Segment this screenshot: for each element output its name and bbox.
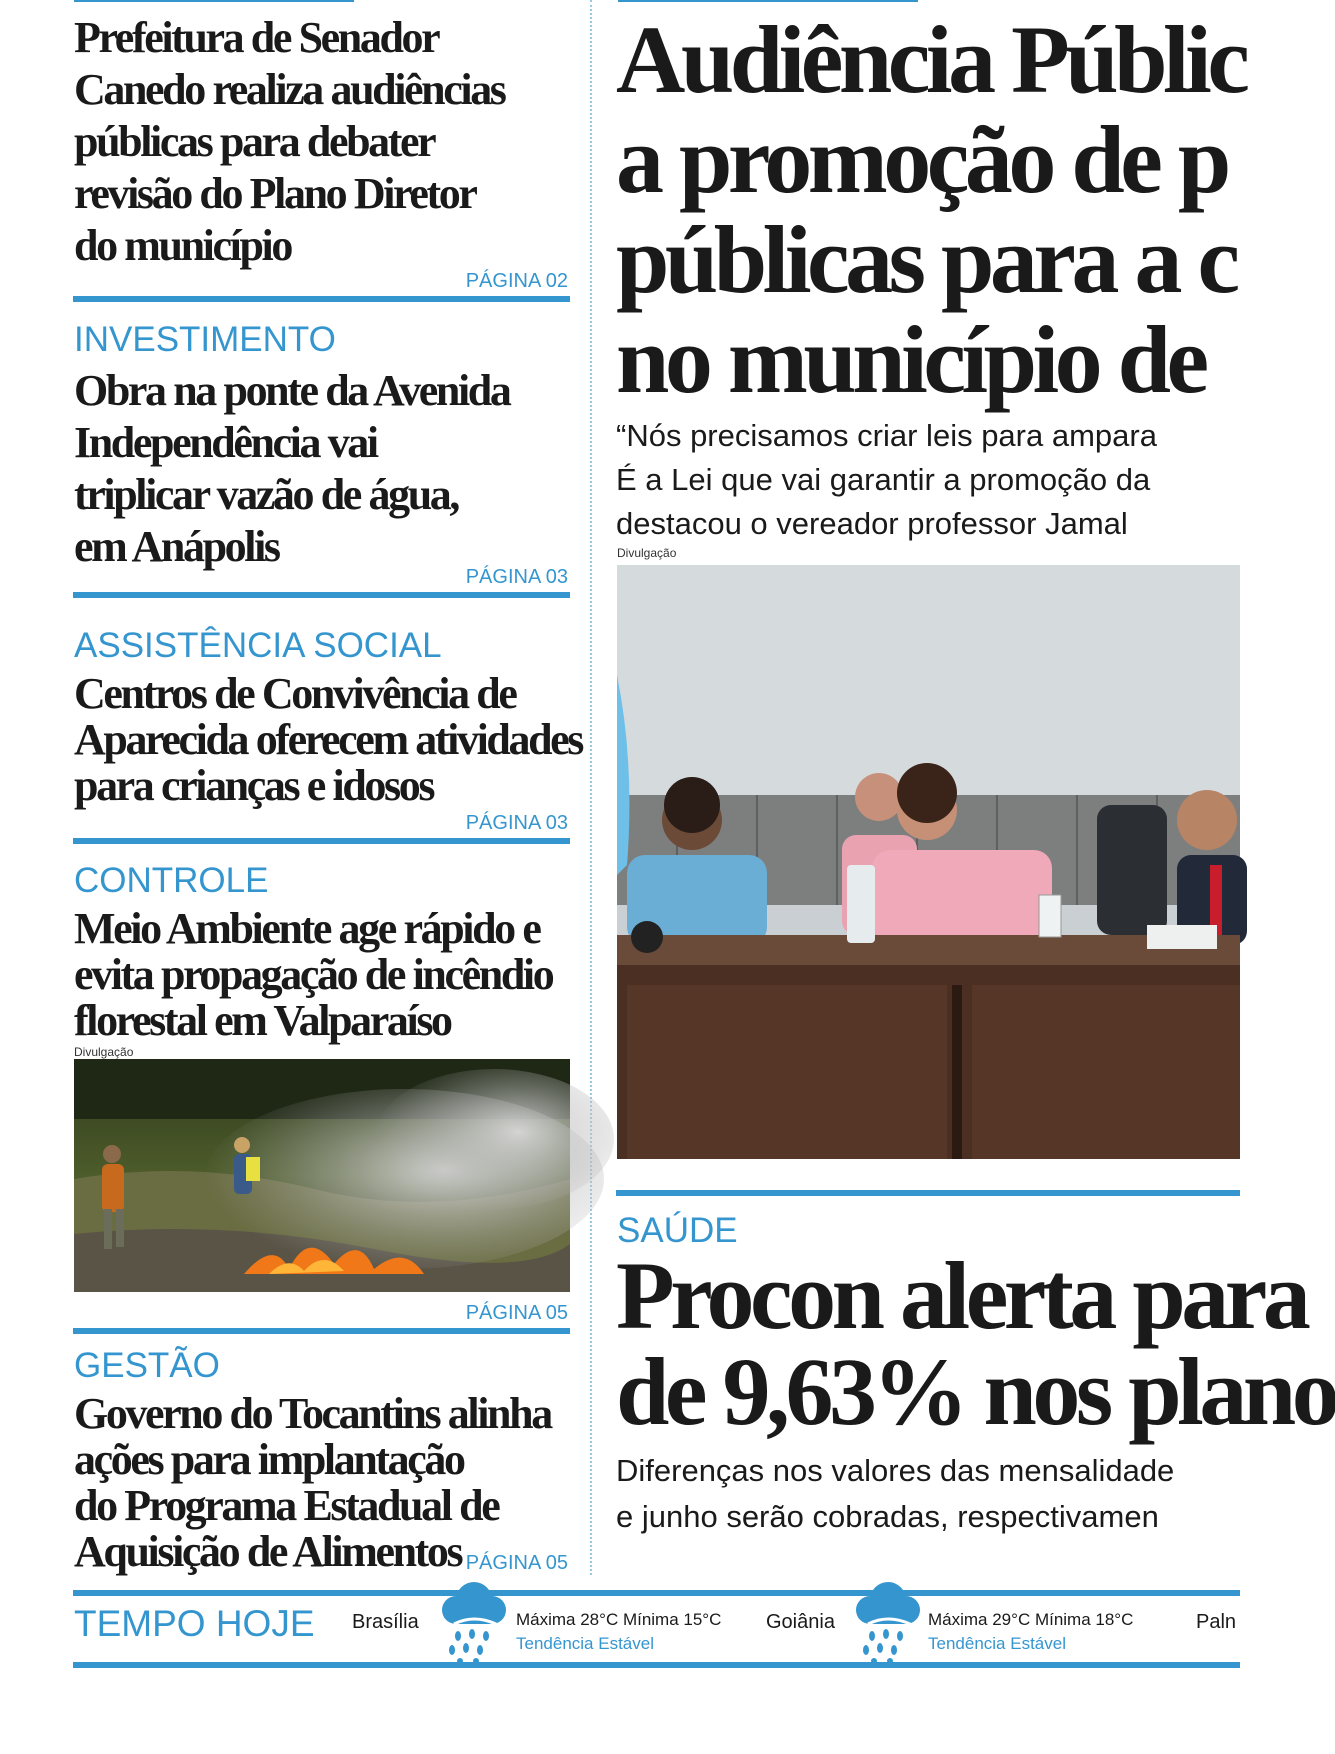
story4-category: CONTROLE — [74, 861, 269, 900]
fire-photo-image — [74, 1059, 570, 1292]
story4-headline[interactable] — [74, 906, 552, 1044]
section-rule — [73, 838, 570, 844]
lead-line: e junho serão cobradas, respectivamen — [616, 1499, 1159, 1534]
headline-line: revisão do Plano Diretor — [74, 169, 476, 218]
story2-page-ref[interactable]: PÁGINA 03 — [465, 566, 568, 588]
headline-line: do município — [74, 221, 291, 270]
weather-city-brasilia: Brasília — [352, 1611, 419, 1633]
weather-top-rule — [73, 1590, 1240, 1596]
story3-category: ASSISTÊNCIA SOCIAL — [74, 626, 442, 665]
rain-cloud-icon — [846, 1578, 928, 1664]
story5-headline[interactable] — [74, 1391, 551, 1575]
story3-page-ref[interactable]: PÁGINA 03 — [465, 812, 568, 834]
headline-line: Meio Ambiente age rápido e — [74, 904, 540, 953]
headline-line: florestal em Valparaíso — [74, 996, 451, 1045]
second-story-headline[interactable] — [616, 1242, 1335, 1445]
weather-bottom-rule — [73, 1662, 1240, 1668]
headline-line: Obra na ponte da Avenida — [74, 366, 510, 415]
headline-line: Prefeitura de Senador — [74, 13, 439, 62]
headline-line: em Anápolis — [74, 522, 279, 571]
story1-page-ref[interactable]: PÁGINA 02 — [465, 270, 568, 292]
headline-line: públicas para a c — [616, 206, 1236, 313]
story5-page-ref[interactable]: PÁGINA 05 — [465, 1552, 568, 1574]
headline-line: de 9,63% nos plano — [616, 1338, 1335, 1445]
section-rule — [616, 1190, 1240, 1196]
headline-line: triplicar vazão de água, — [74, 470, 458, 519]
headline-line: do Programa Estadual de — [74, 1481, 499, 1530]
main-lead — [616, 414, 1157, 546]
headline-line: Aquisição de Alimentos — [74, 1527, 462, 1576]
weather-city-cropped: Paln — [1196, 1611, 1237, 1633]
weather-forecast-brasilia: Máxima 28°C Mínima 15°C — [516, 1610, 722, 1629]
headline-line: ações para implantação — [74, 1435, 464, 1484]
headline-line: evita propagação de incêndio — [74, 950, 553, 999]
headline-line: Aparecida oferecem atividades — [74, 715, 582, 764]
second-story-lead — [616, 1448, 1174, 1540]
cropped-kicker-label — [618, 0, 918, 2]
cropped-category-label — [74, 0, 354, 2]
photo-credit: Divulgação — [74, 1045, 134, 1059]
section-rule — [73, 1328, 570, 1334]
hearing-photo[interactable] — [617, 565, 1240, 1159]
story2-headline[interactable] — [74, 365, 509, 573]
second-story-category: SAÚDE — [617, 1211, 738, 1250]
headline-line: para crianças e idosos — [74, 761, 434, 810]
hearing-photo-image — [617, 565, 1240, 1159]
main-headline[interactable] — [616, 6, 1246, 413]
headline-line: Audiência Públic — [616, 6, 1246, 113]
headline-line: Governo do Tocantins alinha — [74, 1389, 551, 1438]
headline-line: a promoção de p — [616, 106, 1227, 213]
headline-line: no município de — [616, 306, 1205, 413]
fire-photo[interactable] — [74, 1059, 570, 1292]
weather-trend-goiania: Tendência Estável — [928, 1634, 1066, 1653]
story5-category: GESTÃO — [74, 1346, 220, 1385]
headline-line: Procon alerta para — [616, 1242, 1307, 1349]
column-divider — [590, 0, 592, 1575]
story3-headline[interactable] — [74, 671, 582, 809]
story1-headline[interactable] — [74, 12, 505, 272]
headline-line: públicas para debater — [74, 117, 435, 166]
lead-line: “Nós precisamos criar leis para ampara — [616, 418, 1157, 453]
weather-label: TEMPO HOJE — [74, 1603, 315, 1644]
story2-category: INVESTIMENTO — [74, 320, 336, 359]
headline-line: Centros de Convivência de — [74, 669, 516, 718]
section-rule — [73, 296, 570, 302]
rain-cloud-icon — [432, 1578, 514, 1664]
headline-line: Independência vai — [74, 418, 377, 467]
section-rule — [73, 592, 570, 598]
lead-line: destacou o vereador professor Jamal — [616, 506, 1128, 541]
lead-line: É a Lei que vai garantir a promoção da — [616, 462, 1151, 497]
lead-line: Diferenças nos valores das mensalidade — [616, 1453, 1175, 1488]
story4-page-ref[interactable]: PÁGINA 05 — [465, 1302, 568, 1324]
weather-trend-brasilia: Tendência Estável — [516, 1634, 654, 1653]
weather-city-goiania: Goiânia — [766, 1611, 835, 1633]
weather-forecast-goiania: Máxima 29°C Mínima 18°C — [928, 1610, 1134, 1629]
photo-credit: Divulgação — [617, 546, 677, 560]
headline-line: Canedo realiza audiências — [74, 65, 505, 114]
